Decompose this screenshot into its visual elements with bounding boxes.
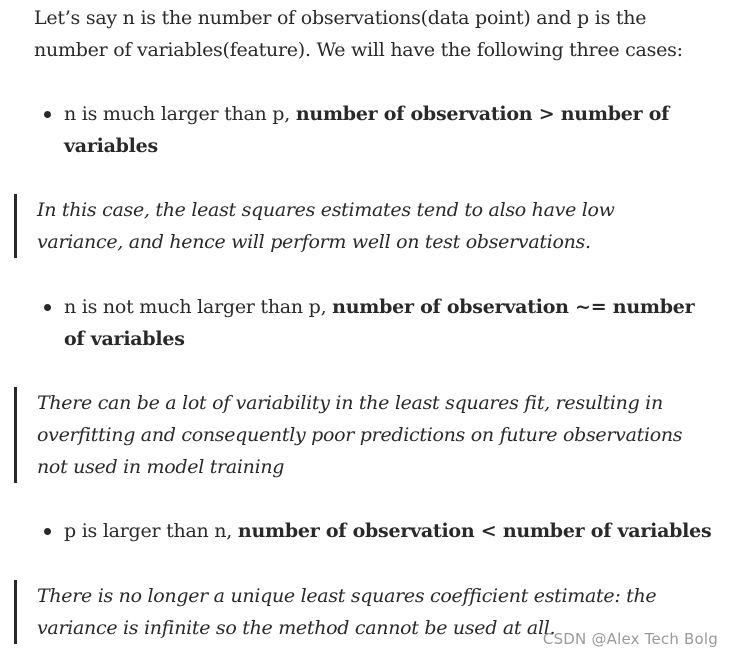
case-1-bullet — [64, 98, 684, 162]
case-3-lead: p is larger than n, — [64, 520, 238, 542]
case-2-quote: There can be a lot of variability in the least squares fit, resulting in overfitting and consequently poor predictions on future observations not used in model training — [14, 387, 712, 483]
case-1-bold: number of observation > number of variables — [64, 103, 670, 157]
case-2-bold: number of observation ~= number of variables — [64, 296, 695, 350]
case-1-lead: n is much larger than p, — [64, 103, 296, 125]
case-3-quote: There is no longer a unique least squares coefficient estimate: the variance is infinite so the method cannot be used at all. — [14, 580, 702, 644]
intro-paragraph: Let’s say n is the number of observations(data point) and p is the number of variables(feature). We will have the following three cases: — [34, 7, 683, 61]
case-1-quote: In this case, the least squares estimates tend to also have low variance, and hence will perform well on test observations. — [14, 194, 697, 258]
case-3-bullet — [64, 515, 714, 547]
case-2-lead: n is not much larger than p, — [64, 296, 333, 318]
case-3-bold: number of observation < number of variables — [237, 520, 712, 542]
bullet-dot-icon — [44, 528, 51, 535]
case-2-bullet — [64, 291, 704, 355]
bullet-dot-icon — [44, 304, 51, 311]
bullet-dot-icon — [44, 111, 51, 118]
watermark-text: CSDN @Alex Tech Bolg — [542, 630, 718, 648]
